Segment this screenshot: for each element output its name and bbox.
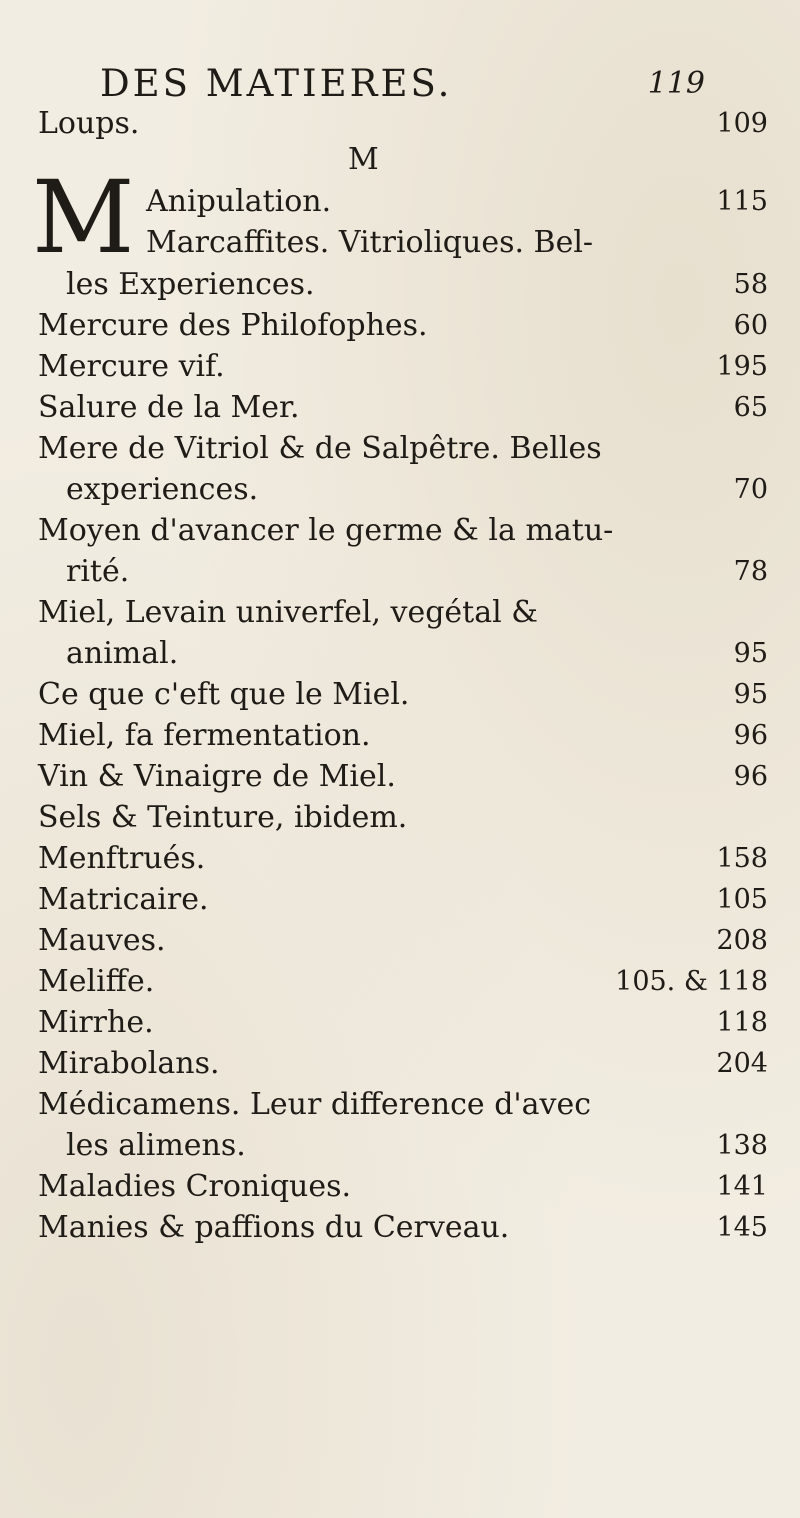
- index-entry: [38, 429, 768, 469]
- entry-page: 145: [716, 1212, 768, 1243]
- entry-page: 65: [733, 392, 768, 423]
- entry-text: les alimens.: [66, 1128, 246, 1163]
- index-entry: [38, 388, 768, 428]
- entry-text: Mere de Vitriol & de Salpêtre. Belles: [38, 431, 602, 466]
- entry-text: rité.: [66, 554, 130, 589]
- index-entry: [38, 921, 768, 961]
- entry-text: Mauves.: [38, 923, 166, 958]
- entry-text: Maladies Croniques.: [38, 1169, 352, 1204]
- entry-text: Sels & Teinture, ibidem.: [38, 800, 408, 835]
- index-entry: [38, 675, 768, 715]
- entry-text: Meliffe.: [38, 964, 155, 999]
- entry-text: Miel, fa fermentation.: [38, 718, 371, 753]
- index-entry: [38, 552, 768, 592]
- index-entry: [38, 757, 768, 797]
- index-entry: [38, 716, 768, 756]
- drop-cap: M: [32, 159, 135, 276]
- entry-page: 195: [716, 351, 768, 382]
- entry-page: 58: [733, 269, 768, 300]
- entry-page: 96: [733, 761, 768, 792]
- entry-text: Mirrhe.: [38, 1005, 154, 1040]
- index-entry: [38, 470, 768, 510]
- entry-page: 109: [716, 108, 768, 139]
- entry-text: animal.: [66, 636, 179, 671]
- entry-text: Ce que c'eft que le Miel.: [38, 677, 410, 712]
- index-entry: [38, 1167, 768, 1207]
- entry-page: 105. & 118: [615, 966, 768, 997]
- index-entry: [38, 1003, 768, 1043]
- entry-text: Anipulation.: [146, 184, 332, 219]
- entry-text: Moyen d'avancer le germe & la matu-: [38, 513, 614, 548]
- entry-text: Vin & Vinaigre de Miel.: [38, 759, 396, 794]
- entry-text: Mercure des Philofophes.: [38, 308, 428, 343]
- entry-text: Matricaire.: [38, 882, 209, 917]
- entry-page: 141: [716, 1171, 768, 1202]
- index-entry: [38, 962, 768, 1002]
- entry-page: 95: [733, 638, 768, 669]
- entry-text: Marcaffites. Vitrioliques. Bel-: [146, 225, 594, 260]
- entry-page: 70: [733, 474, 768, 505]
- index-entry: [38, 265, 768, 305]
- entry-text: les Experiences.: [66, 267, 315, 302]
- index-entry: [38, 1126, 768, 1166]
- entry-page: 96: [733, 720, 768, 751]
- index-entry: [38, 1085, 768, 1125]
- entry-page: 158: [716, 843, 768, 874]
- entry-page: 204: [716, 1048, 768, 1079]
- index-entry: [38, 347, 768, 387]
- index-entry: [38, 1208, 768, 1248]
- entry-page: 138: [716, 1130, 768, 1161]
- entry-page: 95: [733, 679, 768, 710]
- index-entry: [38, 182, 768, 222]
- entry-page: 208: [716, 925, 768, 956]
- index-entry: [38, 593, 768, 633]
- entry-text: experiences.: [66, 472, 259, 507]
- entry-text: Médicamens. Leur difference d'avec: [38, 1087, 592, 1122]
- index-entry: [38, 634, 768, 674]
- index-entry: [38, 1044, 768, 1084]
- running-header: [100, 62, 705, 110]
- index-entry: [38, 104, 768, 144]
- entry-page: 105: [716, 884, 768, 915]
- section-letter: M: [348, 142, 379, 177]
- index-entry: [38, 839, 768, 879]
- index-entry: [38, 798, 768, 838]
- entry-text: Miel, Levain univerfel, vegétal &: [38, 595, 538, 630]
- entry-text: Manies & paffions du Cerveau.: [38, 1210, 510, 1245]
- entry-text: Menftrués.: [38, 841, 206, 876]
- index-entry: [38, 223, 768, 263]
- index-entry: [38, 306, 768, 346]
- page-number: 119: [647, 66, 705, 101]
- entry-text: Loups.: [38, 106, 140, 141]
- index-entry: [38, 511, 768, 551]
- entry-text: Mirabolans.: [38, 1046, 220, 1081]
- entry-page: 118: [716, 1007, 768, 1038]
- entry-text: Mercure vif.: [38, 349, 225, 384]
- index-entry: [38, 880, 768, 920]
- entry-page: 60: [733, 310, 768, 341]
- entry-page: 78: [733, 556, 768, 587]
- entry-text: Salure de la Mer.: [38, 390, 300, 425]
- entry-page: 115: [716, 186, 768, 217]
- header-title: DES MATIERES.: [100, 62, 453, 105]
